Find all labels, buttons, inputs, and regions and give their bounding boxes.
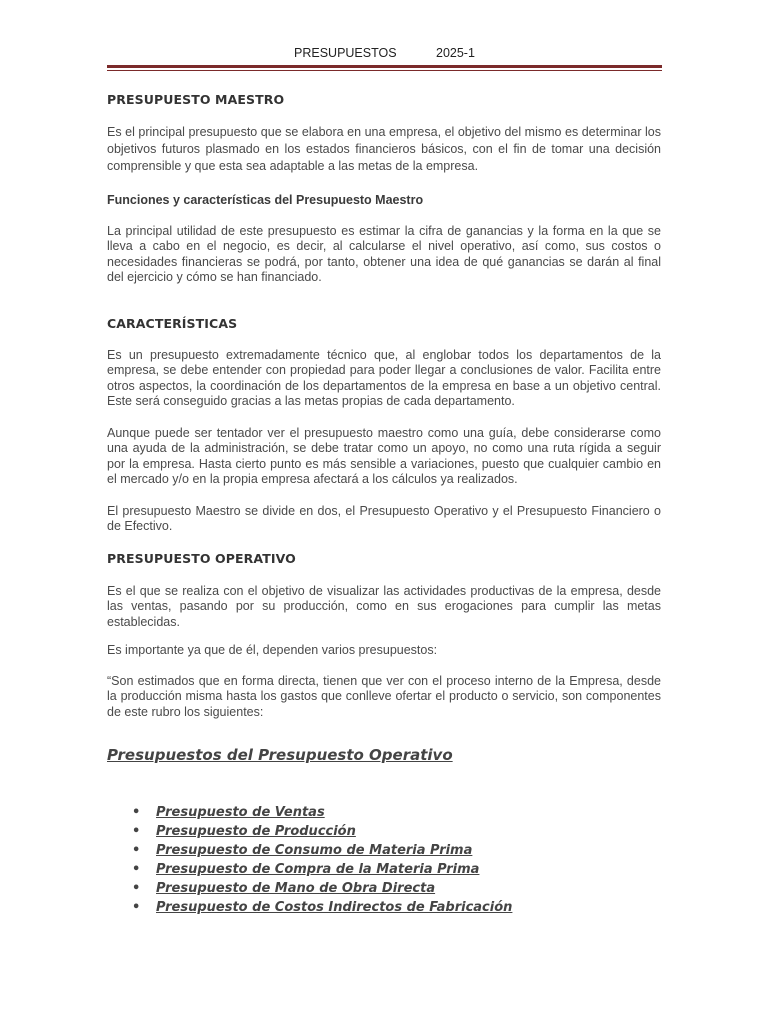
paragraph-operativo: Es el que se realiza con el objetivo de visualizar las actividades productivas de la empresa, desde las ventas, pasando por su producción, como en sus erogaciones para cumplir las metas establecidas. bbox=[107, 584, 661, 629]
paragraph-caracteristicas-1: Es un presupuesto extremadamente técnico que, al englobar todos los departamentos de la empresa, se debe entender con propiedad para poder llegar a conclusiones de valor. Facilita entre otros aspectos, la coordinación de los departamentos de la empresa en base a un objetivo central. Este será conseguido gracias a las metas propias de cada departamento. bbox=[107, 348, 661, 409]
heading-presupuesto-maestro: PRESUPUESTO MAESTRO bbox=[107, 92, 285, 107]
heading-presupuesto-operativo: PRESUPUESTO OPERATIVO bbox=[107, 551, 296, 566]
header-term: 2025-1 bbox=[436, 46, 475, 60]
bullet-icon: • bbox=[132, 881, 141, 896]
link-presupuesto-costos-indirectos[interactable]: Presupuesto de Costos Indirectos de Fabricación bbox=[156, 900, 513, 915]
bullet-icon: • bbox=[132, 900, 141, 915]
bullet-icon: • bbox=[132, 843, 141, 858]
budget-list bbox=[107, 803, 661, 917]
link-presupuesto-mano-obra-directa[interactable]: Presupuesto de Mano de Obra Directa bbox=[156, 881, 436, 896]
bullet-icon: • bbox=[132, 805, 141, 820]
paragraph-estimados: “Son estimados que en forma directa, tienen que ver con el proceso interno de la Empresa, desde la producción misma hasta los gastos que conlleve ofertar el producto o servicio, son componentes de este rubro los siguientes: bbox=[107, 674, 661, 719]
bullet-icon: • bbox=[132, 824, 141, 839]
paragraph-importante: Es importante ya que de él, dependen varios presupuestos: bbox=[107, 643, 438, 657]
link-presupuesto-consumo-materia-prima[interactable]: Presupuesto de Consumo de Materia Prima bbox=[156, 843, 473, 858]
section-title-presupuestos-operativo: Presupuestos del Presupuesto Operativo bbox=[107, 746, 453, 764]
header-rule-thin bbox=[107, 70, 662, 71]
list-item bbox=[107, 879, 661, 898]
page-header bbox=[0, 46, 768, 64]
list-item bbox=[107, 860, 661, 879]
heading-caracteristicas: CARACTERÍSTICAS bbox=[107, 316, 238, 331]
paragraph-funciones: La principal utilidad de este presupuesto es estimar la cifra de ganancias y la forma en la que se lleva a cabo en el negocio, es decir, al calcularse el nivel operativo, así como, sus costos o necesidades financieras se podrá, por tanto, obtener una idea de qué ganancias se darán al final del ejercicio y cómo se han financiado. bbox=[107, 224, 661, 285]
paragraph-division: El presupuesto Maestro se divide en dos, el Presupuesto Operativo y el Presupuesto Financiero o de Efectivo. bbox=[107, 504, 661, 534]
link-presupuesto-compra-materia-prima[interactable]: Presupuesto de Compra de la Materia Prima bbox=[156, 862, 480, 877]
heading-funciones: Funciones y características del Presupuesto Maestro bbox=[107, 193, 424, 207]
header-rule-thick bbox=[107, 65, 662, 68]
list-item bbox=[107, 841, 661, 860]
list-item bbox=[107, 898, 661, 917]
link-presupuesto-produccion[interactable]: Presupuesto de Producción bbox=[156, 824, 356, 839]
list-item bbox=[107, 822, 661, 841]
paragraph-definition: Es el principal presupuesto que se elabora en una empresa, el objetivo del mismo es determinar los objetivos futuros plasmado en los estados financieros básicos, con el fin de tomar una decisión comprensible y que esta sea adaptable a las metas de la empresa. bbox=[107, 125, 661, 173]
header-title: PRESUPUESTOS bbox=[294, 46, 397, 60]
link-presupuesto-ventas[interactable]: Presupuesto de Ventas bbox=[156, 805, 325, 820]
bullet-icon: • bbox=[132, 862, 141, 877]
paragraph-caracteristicas-2: Aunque puede ser tentador ver el presupuesto maestro como una guía, debe considerarse como una ayuda de la administración, se debe tratar como un apoyo, no como una ruta rígida a seguir por la empresa. Hasta cierto punto es más sensible a variaciones, puesto que cualquier cambio en el mercado y/o en la propia empresa afectará a los cálculos ya realizados. bbox=[107, 426, 661, 487]
list-item bbox=[107, 803, 661, 822]
